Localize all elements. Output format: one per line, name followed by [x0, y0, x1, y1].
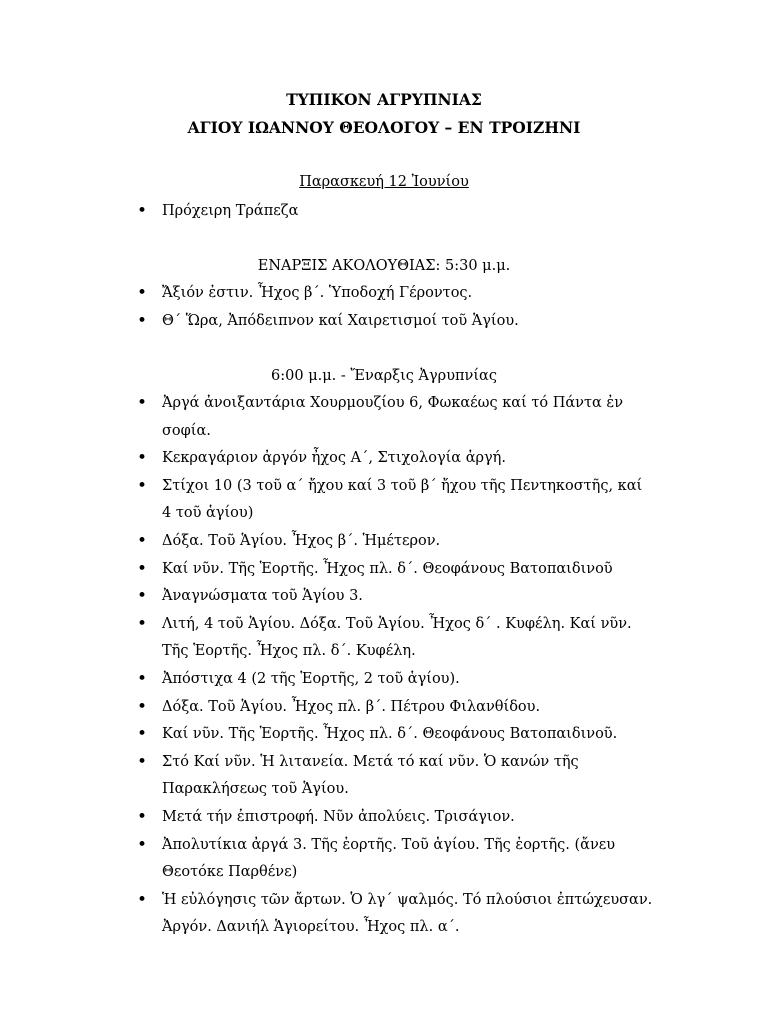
date-heading	[0, 170, 768, 194]
vigil-order-list	[136, 390, 656, 942]
list-item: • Ἀργά ἀνοιξαντάρια Χουρμουζίου 6, Φωκαέως καί τό Πάντα ἐν σοφία.	[136, 390, 656, 445]
vigil-start-heading: 6:00 μ.μ. - Ἔναρξις Ἀγρυπνίας	[271, 368, 497, 384]
document-subtitle: ΑΓΙΟΥ ΙΩΑΝΝΟΥ ΘΕΟΛΟΓΟΥ – ΕΝ ΤΡΟΙΖΗΝΙ	[187, 118, 581, 137]
list-item: • Ἀναγνώσματα τοῦ Ἁγίου 3.	[136, 583, 656, 611]
list-item: • Στό Καί νῦν. Ἡ λιτανεία. Μετά τό καί νῦν. Ὁ κανών τῆς Παρακλήσεως τοῦ Ἁγίου.	[136, 749, 656, 804]
date-text: Παρασκευή 12 Ἰουνίου	[299, 174, 469, 190]
list-item: • Μετά τήν ἐπιστροφή. Νῦν ἀπολύεις. Τρισάγιον.	[136, 804, 656, 832]
list-item: • Ἀπολυτίκια ἀργά 3. Τῆς ἑορτῆς. Τοῦ ἁγίου. Τῆς ἑορτῆς. (ἄνευ Θεοτόκε Παρθένε)	[136, 832, 656, 887]
list-item: • Θ΄ Ὥρα, Ἀπόδειπνον καί Χαιρετισμοί τοῦ Ἁγίου.	[136, 308, 656, 336]
list-item: • Ἄξιόν ἐστιν. Ἦχος β΄. Ὑποδοχή Γέροντος.	[136, 280, 656, 308]
list-item: • Δόξα. Τοῦ Ἁγίου. Ἦχος πλ. β΄. Πέτρου Φιλανθίδου.	[136, 694, 656, 722]
document-title: ΤΥΠΙΚΟΝ ΑΓΡΥΠΝΙΑΣ	[286, 90, 482, 109]
list-item: • Ἀπόστιχα 4 (2 τῆς Ἑορτῆς, 2 τοῦ ἁγίου).	[136, 666, 656, 694]
list-item: • Δόξα. Τοῦ Ἁγίου. Ἦχος β΄. Ἡμέτερον.	[136, 528, 656, 556]
list-item: • Καί νῦν. Τῆς Ἑορτῆς. Ἦχος πλ. δ΄. Θεοφάνους Βατοπαιδινοῦ.	[136, 721, 656, 749]
list-item: • Ἡ εὐλόγησις τῶν ἄρτων. Ὁ λγ΄ ψαλμός. Τό πλούσιοι ἐπτώχευσαν. Ἀργόν. Δανιήλ Ἁγιορείτου. Ἦχος πλ. α΄.	[136, 887, 656, 942]
opening-service-list	[136, 280, 656, 335]
list-item: • Στίχοι 10 (3 τοῦ α΄ ἤχου καί 3 τοῦ β΄ ἤχου τῆς Πεντηκοστῆς, καί 4 τοῦ ἁγίου)	[136, 473, 656, 528]
list-item: • Λιτή, 4 τοῦ Ἁγίου. Δόξα. Τοῦ Ἁγίου. Ἦχος δ΄ . Κυφέλη. Καί νῦν. Τῆς Ἑορτῆς. Ἦχος πλ. δ΄. Κυφέλη.	[136, 611, 656, 666]
list-item: • Πρόχειρη Τράπεζα	[136, 198, 656, 226]
list-item: • Καί νῦν. Τῆς Ἑορτῆς. Ἦχος πλ. δ΄. Θεοφάνους Βατοπαιδινοῦ	[136, 556, 656, 584]
service-start-heading: ΕΝΑΡΞΙΣ ΑΚΟΛΟΥΘΙΑΣ: 5:30 μ.μ.	[257, 258, 511, 274]
pre-service-list	[136, 198, 656, 226]
list-item: • Κεκραγάριον ἀργόν ἦχος Α΄, Στιχολογία ἀργή.	[136, 445, 656, 473]
